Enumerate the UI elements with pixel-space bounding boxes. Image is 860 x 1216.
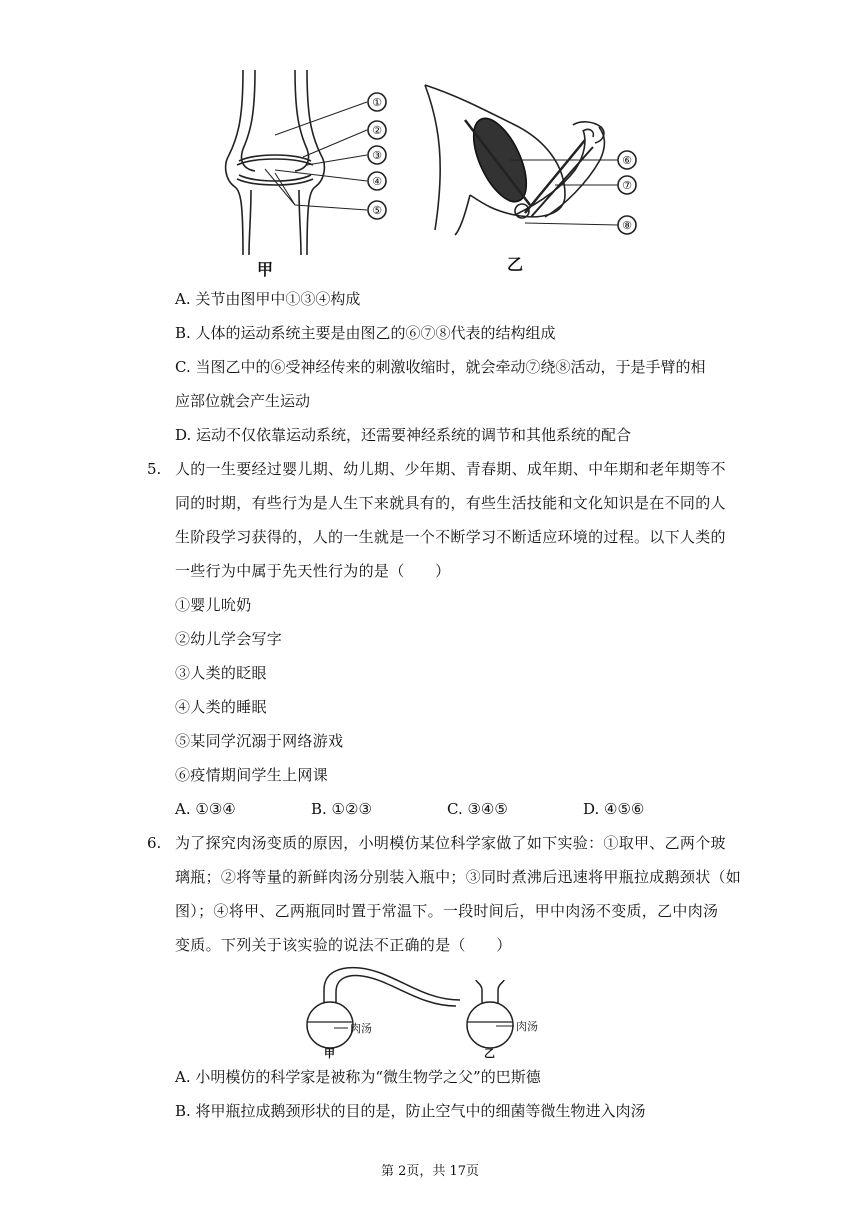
callout-2: ② [372,124,382,137]
q5-choice-b: B. ①②③ [311,800,372,818]
callout-4: ④ [372,175,382,188]
q6-option-b: B. 将甲瓶拉成鹅颈形状的目的是，防止空气中的细菌等微生物进入肉汤 [175,1102,646,1120]
q5-number: 5. [147,460,162,478]
q6-option-a: A. 小明模仿的科学家是被称为“微生物学之父”的巴斯德 [175,1068,541,1086]
page-footer: 第 2页，共 17页 [380,1164,480,1179]
flask-label-jia: 甲 [324,1047,335,1060]
q4-option-b: B. 人体的运动系统主要是由图乙的⑥⑦⑧代表的结构组成 [175,324,556,342]
joint-arm-figure [215,65,655,280]
q5-item-1: ①婴儿吮奶 [175,596,252,614]
label-jia: 甲 [257,260,274,279]
q5-choice-c: C. ③④⑤ [447,800,508,818]
q5-item-6: ⑥疫情期间学生上网课 [175,766,329,784]
flask-figure [300,960,560,1060]
arm-diagram [425,85,636,235]
callout-6: ⑥ [622,154,632,167]
q6-number: 6. [147,834,162,852]
q6-text-line-1: 为了探究肉汤变质的原因，小明模仿某位科学家做了如下实验：①取甲、乙两个玻 [175,834,726,852]
callout-5: ⑤ [372,204,382,217]
q4-option-a: A. 关节由图甲中①③④构成 [175,290,361,308]
broth-label-jia: 肉汤 [350,1022,372,1035]
q5-text-line-2: 同的时期，有些行为是人生下来就具有的，有些生活技能和文化知识是在不同的人 [175,494,726,512]
q4-option-c-line1: C. 当图乙中的⑥受神经传来的刺激收缩时，就会牵动⑦绕⑧活动，于是手臂的相 [175,358,706,376]
q6-text-line-2: 璃瓶；②将等量的新鲜肉汤分别装入瓶中；③同时煮沸后迅速将甲瓶拉成鹅颈状（如 [175,868,742,886]
callout-3: ③ [372,149,382,162]
q6-text-line-3: 图）；④将甲、乙两瓶同时置于常温下。一段时间后，甲中肉汤不变质，乙中肉汤 [175,902,719,920]
flask-jia [307,1002,353,1048]
joint-callouts [372,96,382,217]
q5-item-4: ④人类的睡眠 [175,698,267,716]
callout-1: ① [372,96,382,109]
q4-option-c-line2: 应部位就会产生运动 [175,392,311,410]
q5-item-2: ②幼儿学会写字 [175,630,283,648]
q5-item-3: ③人类的眨眼 [175,664,267,682]
q4-option-d: D. 运动不仅依靠运动系统，还需要神经系统的调节和其他系统的配合 [175,426,632,444]
q5-choice-d: D. ④⑤⑥ [583,800,645,818]
flask-yi [467,1002,513,1048]
q5-text-line-1: 人的一生要经过婴儿期、幼儿期、少年期、青春期、成年期、中年期和老年期等不 [175,460,726,478]
callout-8: ⑧ [622,219,632,232]
callout-7: ⑦ [622,179,632,192]
q5-text-line-4: 一些行为中属于先天性行为的是（ ） [175,562,451,580]
broth-label-yi: 肉汤 [516,1020,538,1033]
q6-text-line-4: 变质。下列关于该实验的说法不正确的是（ ） [175,936,512,954]
q5-choice-a: A. ①③④ [175,800,236,818]
joint-diagram [226,70,386,255]
q5-text-line-3: 生阶段学习获得的，人的一生就是一个不断学习不断适应环境的过程。以下人类的 [175,528,726,546]
q5-item-5: ⑤某同学沉溺于网络游戏 [175,732,344,750]
label-yi: 乙 [507,255,524,274]
flask-label-yi: 乙 [484,1047,495,1060]
